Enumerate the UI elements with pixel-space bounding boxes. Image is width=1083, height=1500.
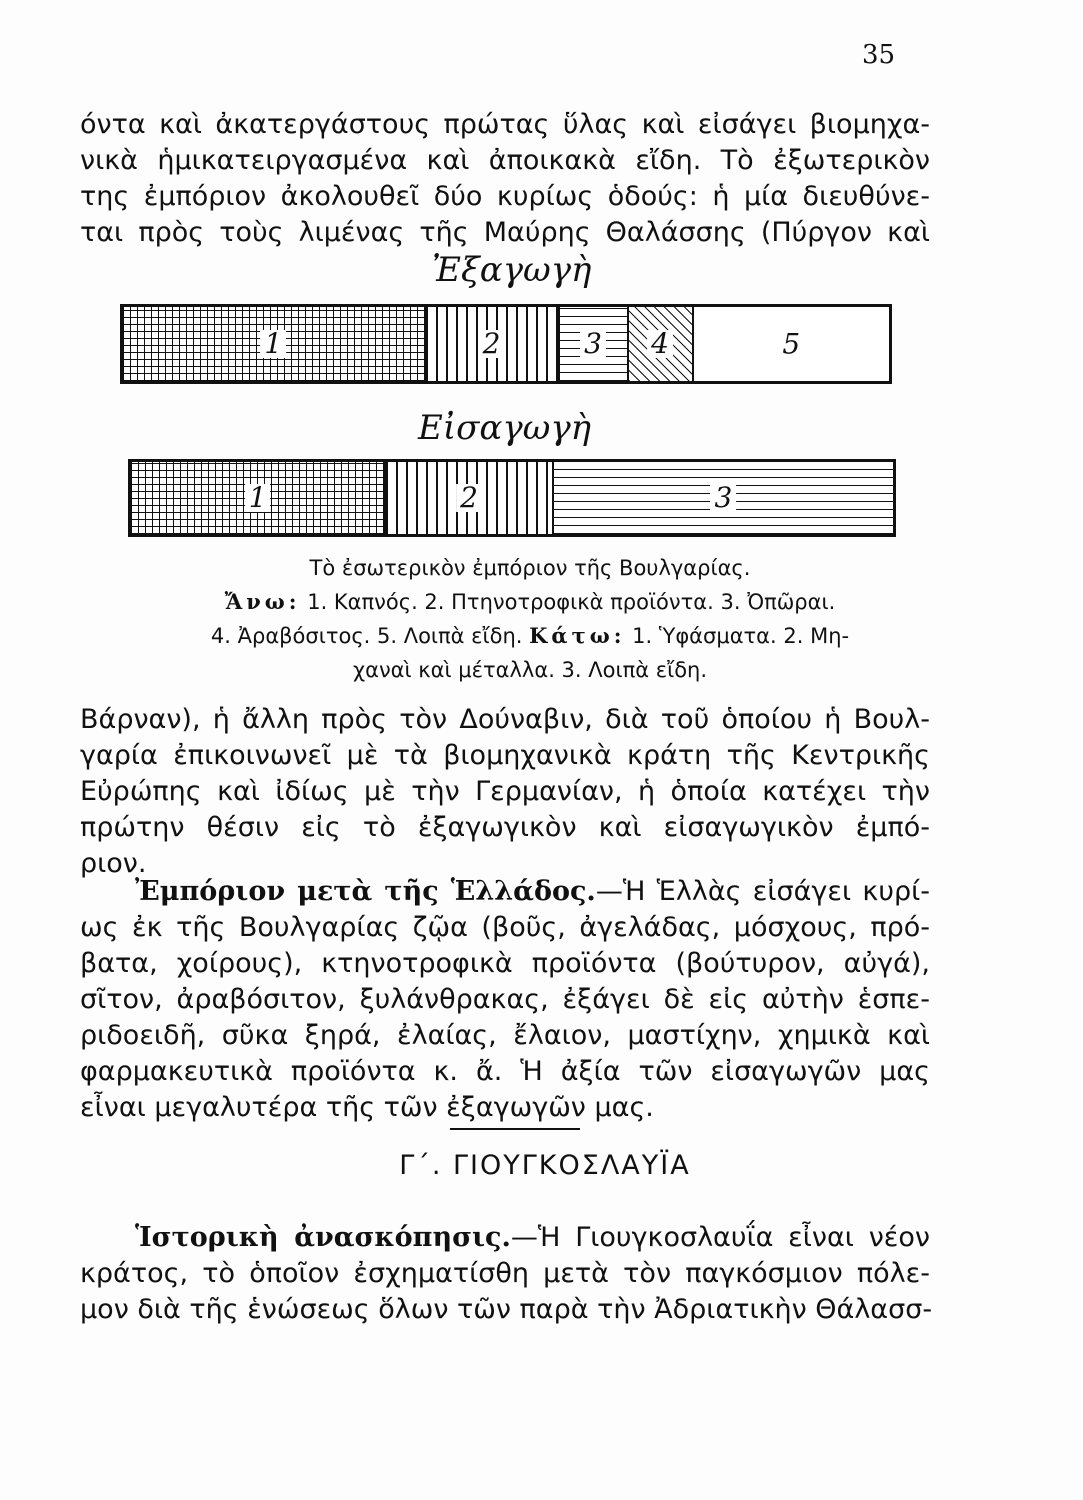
caption-line	[150, 585, 910, 619]
text-line: ριδοειδῆ, σῦκα ξηρά, ἐλαίας, ἔλαιον, μαστίχην, χημικὰ καὶ	[80, 1020, 930, 1051]
caption-above-items-cont: 4. Ἀραβόσιτος. 5. Λοιπὰ εἴδη.	[210, 624, 523, 648]
paragraph-1	[80, 107, 930, 251]
section-lead: Ἐμπόριον μετὰ τῆς Ἑλλάδος.	[135, 876, 596, 907]
text-line: ως ἐκ τῆς Βουλγαρίας ζῷα (βοῦς, ἀγελάδας, μόσχους, πρό-	[80, 912, 930, 943]
section-lead-rest: —Ἡ Γιουγκοσλαυΐα εἶναι νέον	[510, 1222, 930, 1253]
export-segment-5	[694, 307, 889, 381]
import-segment-1	[131, 462, 386, 534]
export-bar	[120, 304, 892, 384]
import-bar	[128, 459, 896, 537]
caption-title: Τὸ ἐσωτερικὸν ἐμπόριον τῆς Βουλγαρίας.	[309, 556, 751, 580]
export-segment-4	[629, 307, 694, 381]
text-line: πρώτην θέσιν εἰς τὸ ἐξαγωγικὸν καὶ εἰσαγωγικὸν ἐμπό-	[80, 812, 930, 843]
text-line: σῖτον, ἀραβόσιτον, ξυλάνθρακας, ἐξάγει δὲ εἰς αὐτὴν ἑσπε-	[80, 984, 930, 1015]
export-segment-3	[560, 307, 629, 381]
text-line: φαρμακευτικὰ προϊόντα κ. ἄ. Ἡ ἀξία τῶν εἰσαγωγῶν μας	[80, 1056, 930, 1087]
chapter-heading: Γ΄. ΓΙΟΥΓΚΟΣΛΑΥΪΑ	[399, 1150, 691, 1181]
text-line: Βάρναν), ἡ ἄλλη πρὸς τὸν Δούναβιν, διὰ τοῦ ὁποίου ἡ Βουλ-	[80, 704, 930, 735]
paragraph-2	[80, 702, 930, 882]
segment-label: 2	[479, 330, 505, 358]
caption-below-label: Κάτω:	[529, 623, 626, 648]
caption-above-items: 1. Καπνός. 2. Πτηνοτροφικὰ προϊόντα. 3. Ὀπῶραι.	[307, 590, 836, 614]
segment-label: 1	[260, 330, 286, 358]
text-line: νικὰ ἡμικατειργασμένα καὶ ἀποικακὰ εἴδη. Τὸ ἐξωτερικὸν	[80, 145, 930, 176]
trade-with-greece-section	[80, 874, 930, 1126]
text-line: όντα καὶ ἀκατεργάστους πρώτας ὕλας καὶ εἰσάγει βιομηχα-	[80, 109, 930, 140]
segment-label: 3	[711, 484, 737, 512]
text-line	[80, 1220, 930, 1256]
caption-line	[150, 619, 910, 653]
text-line: γαρία ἐπικοινωνεῖ μὲ τὰ βιομηχανικὰ κράτη τῆς Κεντρικῆς	[80, 740, 930, 771]
text-line: βατα, χοίρους), κτηνοτροφικὰ προϊόντα (βούτυρον, αὐγά),	[80, 948, 930, 979]
export-segment-2	[426, 307, 560, 381]
page-number: 35	[862, 40, 896, 70]
caption-below-items: 1. Ὑφάσματα. 2. Μη-	[632, 624, 850, 648]
caption-above-label: Ἄνω:	[224, 589, 301, 614]
export-segment-1	[123, 307, 426, 381]
caption-line	[150, 653, 910, 687]
text-line: ριον.	[80, 848, 147, 879]
historical-review-section	[80, 1220, 933, 1328]
segment-label: 1	[245, 484, 271, 512]
segment-label: 2	[456, 484, 482, 512]
export-title: Ἐξαγωγὴ	[432, 250, 592, 290]
text-line: Εὐρώπης καὶ ἰδίως μὲ τὴν Γερμανίαν, ἡ ὁποία κατέχει τὴν	[80, 776, 930, 807]
text-line: εἶναι μεγαλυτέρα τῆς τῶν ἐξαγωγῶν μας.	[80, 1092, 654, 1123]
text-line: της ἐμπόριον ἀκολουθεῖ δύο κυρίως ὁδούς: ἡ μία διευθύνε-	[80, 181, 930, 212]
section-divider	[450, 1128, 580, 1130]
import-segment-3	[554, 462, 893, 534]
text-line: ται πρὸς τοὺς λιμένας τῆς Μαύρης Θαλάσσης (Πύργον καὶ	[80, 217, 930, 248]
text-line: μον διὰ τῆς ἑνώσεως ὅλων τῶν παρὰ τὴν Ἀδριατικὴν Θάλασσ-	[80, 1294, 933, 1325]
import-title: Εἰσαγωγὴ	[418, 408, 592, 448]
section-lead: Ἱστορικὴ ἀνασκόπησις.	[135, 1222, 511, 1253]
figure-caption	[150, 551, 910, 687]
import-segment-2	[386, 462, 554, 534]
segment-label: 4	[647, 330, 673, 358]
segment-label: 3	[580, 330, 606, 358]
text-line	[80, 874, 930, 910]
segment-label: 5	[782, 327, 801, 361]
section-lead-rest: —Ἡ Ἑλλὰς εἰσάγει κυρί-	[595, 876, 930, 907]
text-line: κράτος, τὸ ὁποῖον ἐσχηματίσθη μετὰ τὸν παγκόσμιον πόλε-	[80, 1258, 930, 1289]
caption-below-items-cont: χαναὶ καὶ μέταλλα. 3. Λοιπὰ εἴδη.	[352, 658, 708, 682]
